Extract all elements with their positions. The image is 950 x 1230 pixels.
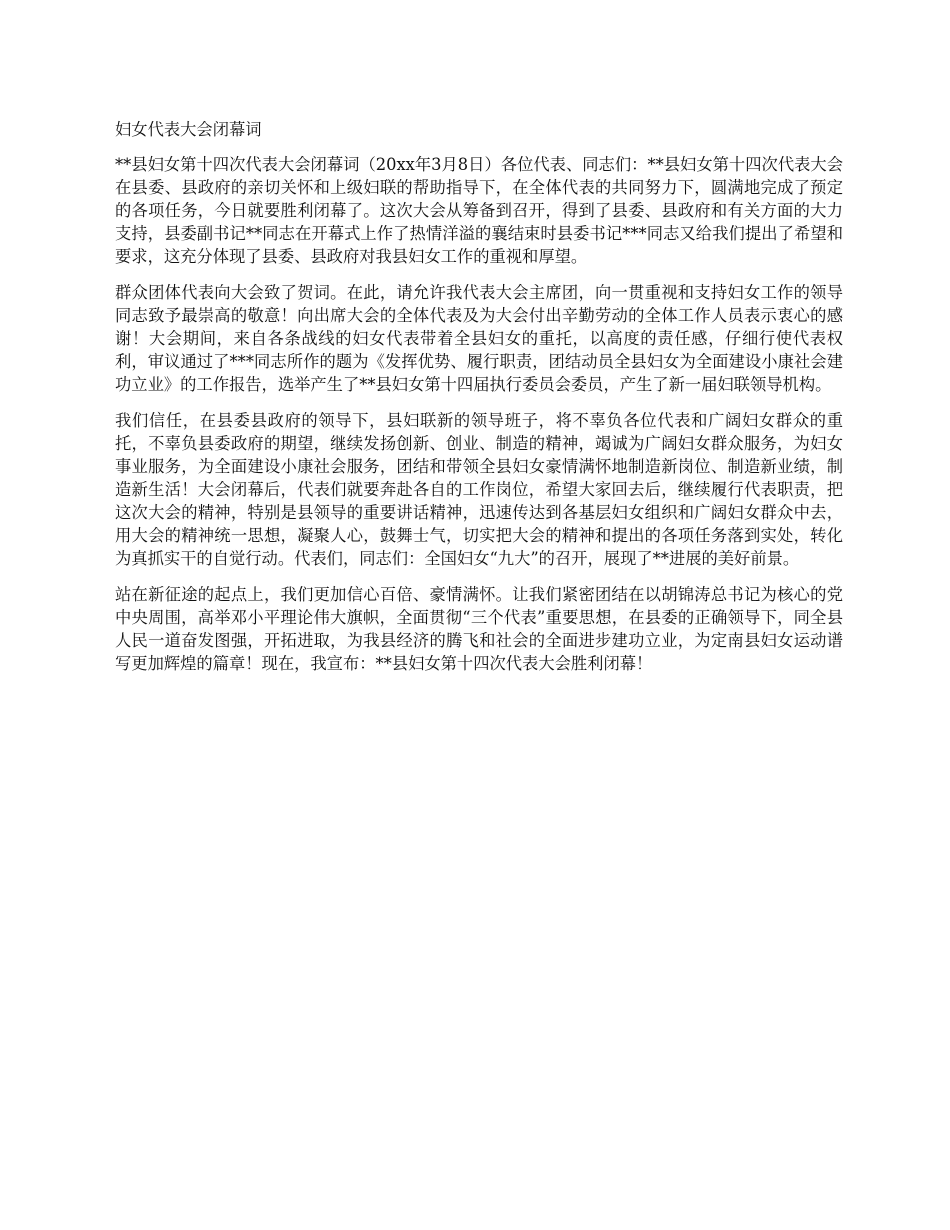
document-title: 妇女代表大会闭幕词	[115, 120, 262, 139]
paragraph-1: **县妇女第十四次代表大会闭幕词（20xx年3月8日）各位代表、同志们：**县妇女第十四次代表大会在县委、县政府的亲切关怀和上级妇联的帮助指导下，在全体代表的共同努力下，圆满地完成了预定的各项任务，今日就要胜利闭幕了。这次大会从筹备到召开，得到了县委、县政府和有关方面的大力支持，县委副书记**同志在开幕式上作了热情洋溢的襄结束时县委书记***同志又给我们提出了希望和要求，这充分体现了县委、县政府对我县妇女工作的重视和厚望。	[115, 155, 843, 266]
document-page	[115, 118, 843, 688]
paragraph-2: 群众团体代表向大会致了贺词。在此，请允许我代表大会主席团，向一贯重视和支持妇女工作的领导同志致予最崇高的敬意！向出席大会的全体代表及为大会付出辛勤劳动的全体工作人员表示衷心的感谢！大会期间，来自各条战线的妇女代表带着全县妇女的重托，以高度的责任感，仔细行使代表权利，审议通过了***同志所作的题为《发挥优势、履行职责，团结动员全县妇女为全面建设小康社会建功立业》的工作报告，选举产生了**县妇女第十四届执行委员会委员，产生了新一届妇联领导机构。	[115, 283, 843, 394]
paragraph-3: 我们信任，在县委县政府的领导下，县妇联新的领导班子，将不辜负各位代表和广阔妇女群众的重托，不辜负县委政府的期望，继续发扬创新、创业、制造的精神，竭诚为广阔妇女群众服务，为妇女事业服务，为全面建设小康社会服务，团结和带领全县妇女豪情满怀地制造新岗位、制造新业绩，制造新生活！大会闭幕后，代表们就要奔赴各自的工作岗位，希望大家回去后，继续履行代表职责，把这次大会的精神，特别是县领导的重要讲话精神，迅速传达到各基层妇女组织和广阔妇女群众中去，用大会的精神统一思想，凝聚人心，鼓舞士气，切实把大会的精神和提出的各项任务落到实处，转化为真抓实干的自觉行动。代表们，同志们：全国妇女“九大”的召开，展现了**进展的美好前景。	[115, 411, 843, 568]
paragraph-4: 站在新征途的起点上，我们更加信心百倍、豪情满怀。让我们紧密团结在以胡锦涛总书记为核心的党中央周围，高举邓小平理论伟大旗帜，全面贯彻“三个代表”重要思想，在县委的正确领导下，同全县人民一道奋发图强，开拓进取，为我县经济的腾飞和社会的全面进步建功立业，为定南县妇女运动谱写更加辉煌的篇章！现在，我宣布：**县妇女第十四次代表大会胜利闭幕！	[115, 585, 843, 673]
